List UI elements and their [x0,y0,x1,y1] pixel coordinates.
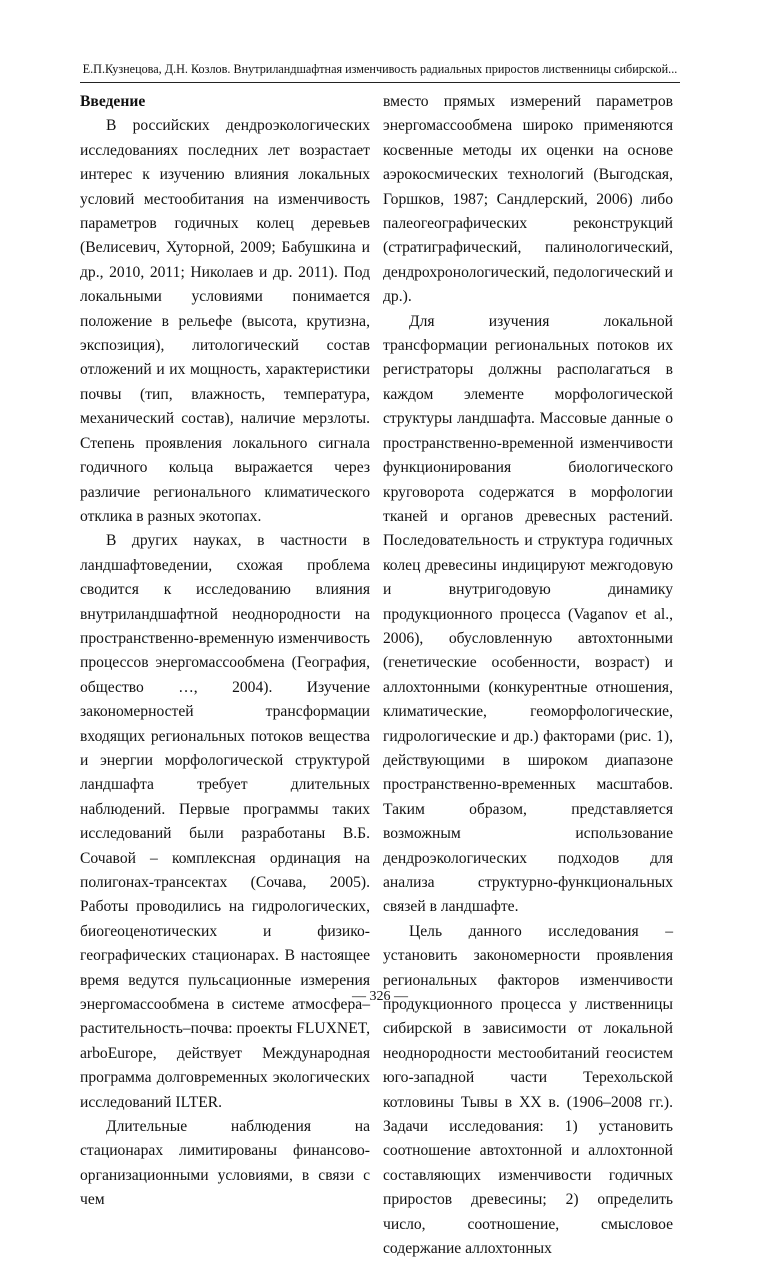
page-number: — 326 — [352,989,408,1004]
body-paragraph: Длительные наблюдения на стационарах лимитированы финансово-организационными условиями, в связи с чем [80,1118,370,1209]
body-paragraph: В других науках, в частности в ландшафтоведении, схожая проблема сводится к исследованию влияния внутриландшафтной неоднородности на пространственно-временную изменчивость процессов энергомассообмена (География, общество …, 2004). Изучение закономерностей трансформации входящих региональных потоков вещества и энергии морфологической структурой ландшафта требует длительных наблюдений. Первые программы таких исследований были разработаны В.Б. Сочавой – комплексная ординация на полигонах-трансектах (Сочава, 2005). Работы проводились на гидрологических, биогеоценотических и физико-географических стационарах. В настоящее время ведутся пульсационные измерения энергомассообмена в системе атмосфера–растительность–почва: проекты FLUXNET, arboEurope, действует Международная программа долговременных экологических исследований ILTER. [80,532,370,1111]
right-column [383,90,673,1262]
body-paragraph: Цель данного исследования – установить закономерности проявления региональных факторов изменчивости продукционного процесса у лиственницы сибирской в зависимости от локальной неоднородности местообитаний геосистем юго-западной части Терехольской котловины Тывы в XX в. (1906–2008 гг.). Задачи исследования: 1) установить соотношение автохтонной и аллохтонной составляющих изменчивости годичных приростов древесины; 2) определить число, соотношение, смысловое содержание аллохтонных [383,922,673,1258]
body-paragraph: Для изучения локальной трансформации региональных потоков их регистраторы должны располагаться в каждом элементе морфологической структуры ландшафта. Массовые данные о пространственно-временной изменчивости функционирования биологического круговорота содержатся в морфологии тканей и органов древесных растений. Последовательность и структура годичных колец древесины индицируют межгодовую и внутригодовую динамику продукционного процесса (Vaganov et al., 2006), обусловленную автохтонными (генетические особенности, возраст) и аллохтонными (конкурентные отношения, климатические, геоморфологические, гидрологические и др.) факторами (рис. 1), действующими в широком диапазоне пространственно-временных масштабов. Таким образом, представляется возможным использование дендроэкологических подходов для анализа структурно-функциональных связей в ландшафте. [383,312,673,916]
left-column [80,90,370,1213]
continued-paragraph: вместо прямых измерений параметров энергомассообмена широко применяются косвенные методы их оценки на основе аэрокосмических технологий (Выгодская, Горшков, 1987; Сандлерский, 2006) либо палеогеографических реконструкций (стратиграфический, палинологический, дендрохронологический, педологический и др.). [383,93,673,306]
running-header: Е.П.Кузнецова, Д.Н. Козлов. Внутриландшафтная изменчивость радиальных приростов лиственницы сибирской... [82,62,678,76]
section-heading: Введение [80,93,146,110]
header-rule [80,82,680,83]
body-paragraph: В российских дендроэкологических исследованиях последних лет возрастает интерес к изучению влияния локальных условий местообитания на изменчивость параметров годичных колец деревьев (Велисевич, Хуторной, 2009; Бабушкина и др., 2010, 2011; Николаев и др. 2011). Под локальными условиями понимается положение в рельефе (высота, крутизна, экспозиция), литологический состав отложений и их мощность, характеристики почвы (тип, влажность, температура, механический состав), наличие мерзлоты. Степень проявления локального сигнала годичного кольца выражается через различие регионального климатического отклика в разных экотопах. [80,117,370,525]
